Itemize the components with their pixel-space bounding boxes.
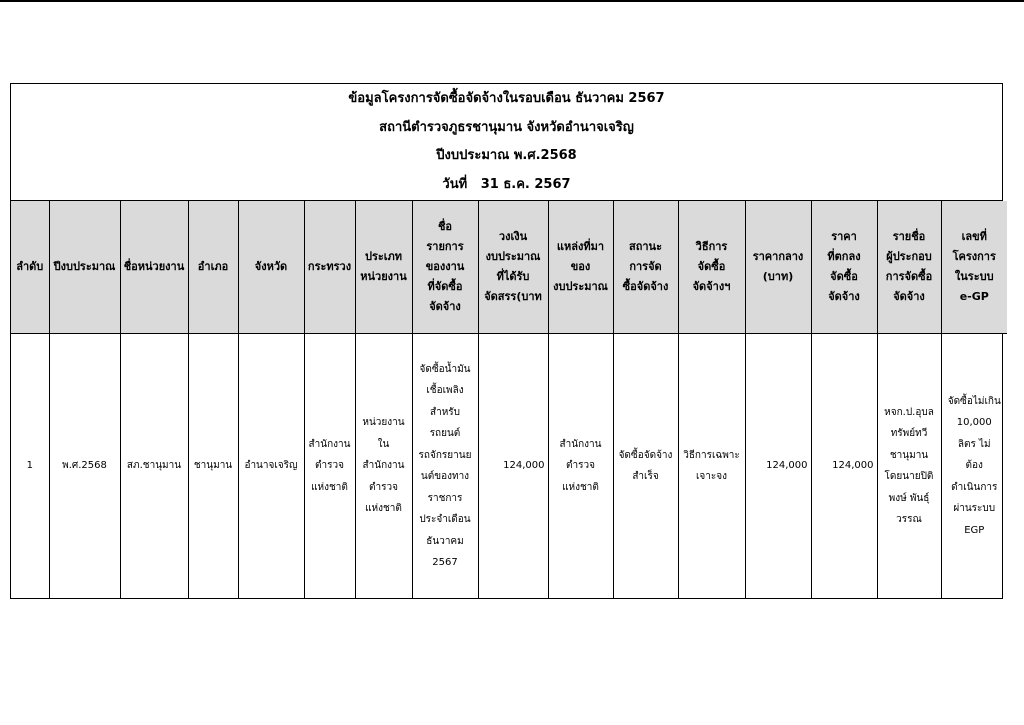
col-header-median-price: ราคากลาง (บาท): [745, 201, 811, 334]
report-title: ข้อมูลโครงการจัดซื้อจัดจ้างในรอบเดือน ธันวาคม 2567: [348, 91, 665, 106]
cell-agreed-price: 124,000: [811, 334, 877, 599]
cell-budget-source: สำนักงาน ตำรวจ แห่งชาติ: [548, 334, 613, 599]
cell-order: 1: [11, 334, 49, 599]
cell-province: อำนาจเจริญ: [238, 334, 304, 599]
cell-median-price: 124,000: [745, 334, 811, 599]
cell-item-name: จัดซื้อน้ำมัน เชื้อเพลิง สำหรับ รถยนต์ รถจักรยานย นต์ของทาง ราชการ ประจำเดือน ธันวาคม 2567: [412, 334, 478, 599]
col-header-item-name: ชื่อ รายการ ของงาน ที่จัดซื้อ จัดจ้าง: [412, 201, 478, 334]
station-name: สถานีตำรวจภูธรชานุมาน จังหวัดอำนาจเจริญ: [379, 120, 634, 135]
cell-fiscal-year: พ.ศ.2568: [49, 334, 120, 599]
col-header-province: จังหวัด: [238, 201, 304, 334]
col-header-agency: ชื่อหน่วยงาน: [120, 201, 188, 334]
cell-budget: 124,000: [478, 334, 548, 599]
cell-status: จัดซื้อจัดจ้าง สำเร็จ: [613, 334, 678, 599]
fiscal-year: ปีงบประมาณ พ.ศ.2568: [436, 148, 577, 163]
col-header-method: วิธีการ จัดซื้อ จัดจ้างฯ: [678, 201, 745, 334]
cell-method: วิธีการเฉพาะ เจาะจง: [678, 334, 745, 599]
col-header-budget: วงเงิน งบประมาณ ที่ได้รับ จัดสรร(บาท: [478, 201, 548, 334]
cell-agency-type: หน่วยงาน ใน สำนักงาน ตำรวจ แห่งชาติ: [355, 334, 412, 599]
cell-agency: สภ.ชานุมาน: [120, 334, 188, 599]
cell-ministry: สำนักงาน ตำรวจ แห่งชาติ: [304, 334, 355, 599]
col-header-agency-type: ประเภท หน่วยงาน: [355, 201, 412, 334]
col-header-agreed-price: ราคา ที่ตกลง จัดซื้อ จัดจ้าง: [811, 201, 877, 334]
cell-district: ชานุมาน: [188, 334, 238, 599]
col-header-ministry: กระทรวง: [304, 201, 355, 334]
report-sheet: [10, 83, 1003, 599]
col-header-vendor: รายชื่อ ผู้ประกอบ การจัดซื้อ จัดจ้าง: [877, 201, 941, 334]
col-header-fiscal-year: ปีงบประมาณ: [49, 201, 120, 334]
table-header-row: [11, 201, 1007, 334]
report-date: วันที่ 31 ธ.ค. 2567: [442, 177, 571, 192]
col-header-budget-source: แหล่งที่มา ของ งบประมาณ: [548, 201, 613, 334]
top-border-line: [0, 0, 1024, 2]
procurement-table: [11, 201, 1007, 598]
cell-egp-number: จัดซื้อไม่เกิน 10,000 ลิตร ไม่ ต้อง ดำเนินการ ผ่านระบบ EGP: [941, 334, 1007, 599]
col-header-status: สถานะ การจัด ซื้อจัดจ้าง: [613, 201, 678, 334]
report-title-block: [11, 84, 1002, 201]
col-header-egp-number: เลขที่ โครงการ ในระบบ e-GP: [941, 201, 1007, 334]
table-row: [11, 334, 1007, 599]
cell-vendor: หจก.ป.อุบล ทรัพย์ทวี ชานุมาน โดยนายปิติ พงษ์ พันธุ์ วรรณ: [877, 334, 941, 599]
col-header-order: ลำดับ: [11, 201, 49, 334]
col-header-district: อำเภอ: [188, 201, 238, 334]
